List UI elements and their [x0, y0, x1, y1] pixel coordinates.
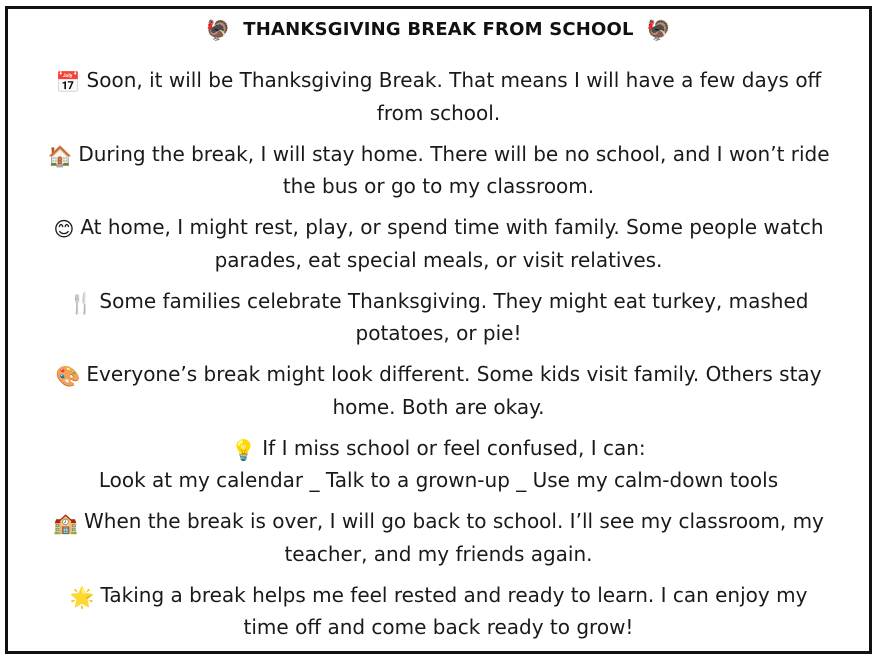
- paragraph-family: [20, 212, 857, 275]
- paragraph-line: Soon, it will be Thanksgiving Break. That means I will have a few days off: [86, 68, 822, 92]
- paragraph-line: Look at my calendar _ Talk to a grown-up _ Use my calm-down tools: [98, 468, 779, 492]
- paragraph-line: the bus or go to my classroom.: [282, 174, 595, 198]
- paragraph-line: Some families celebrate Thanksgiving. They might eat turkey, mashed: [99, 288, 809, 313]
- paragraph-different: [20, 359, 857, 422]
- document-frame: [5, 6, 872, 654]
- paragraph-line: teacher, and my friends again.: [284, 541, 593, 566]
- paragraph-line: from school.: [376, 100, 501, 125]
- paragraph-line: potatoes, or pie!: [355, 321, 522, 345]
- calendar-icon: 📅: [55, 70, 81, 94]
- paragraph-line: home. Both are okay.: [332, 394, 545, 419]
- paragraph-calendar: [20, 65, 857, 128]
- smiling-face-icon: 😊: [53, 217, 75, 241]
- paragraph-line: parades, eat special meals, or visit relatives.: [214, 247, 663, 272]
- paragraph-return: [20, 506, 857, 569]
- paragraph-celebrate: [20, 286, 857, 349]
- paragraph-line: If I miss school or feel confused, I can:: [262, 435, 646, 460]
- palette-icon: 🎨: [55, 364, 81, 388]
- title-text: THANKSGIVING BREAK FROM SCHOOL: [243, 19, 634, 40]
- paragraph-line: When the break is over, I will go back to school. I’ll see my classroom, my: [84, 509, 824, 533]
- paragraph-list: [20, 65, 857, 653]
- fork-knife-icon: 🍴: [68, 290, 94, 315]
- turkey-icon: 🦃: [205, 18, 231, 42]
- paragraph-home: [20, 139, 857, 202]
- page-title: [8, 17, 869, 43]
- paragraph-line: time off and come back ready to grow!: [243, 615, 634, 639]
- paragraph-line: At home, I might rest, play, or spend time with family. Some people watch: [80, 215, 824, 239]
- paragraph-line: During the break, I will stay home. There will be no school, and I won’t ride: [78, 141, 830, 166]
- paragraph-confused: [20, 433, 857, 496]
- sun-icon: 🌟: [69, 584, 95, 609]
- paragraph-line: Taking a break helps me feel rested and ready to learn. I can enjoy my: [100, 582, 808, 607]
- house-icon: 🏠: [47, 143, 73, 168]
- paragraph-rest: [20, 580, 857, 643]
- lightbulb-icon: 💡: [231, 437, 257, 462]
- school-icon: 🏫: [53, 511, 78, 535]
- paragraph-line: Everyone’s break might look different. Some kids visit family. Others stay: [86, 362, 822, 386]
- turkey-icon: 🦃: [646, 18, 672, 42]
